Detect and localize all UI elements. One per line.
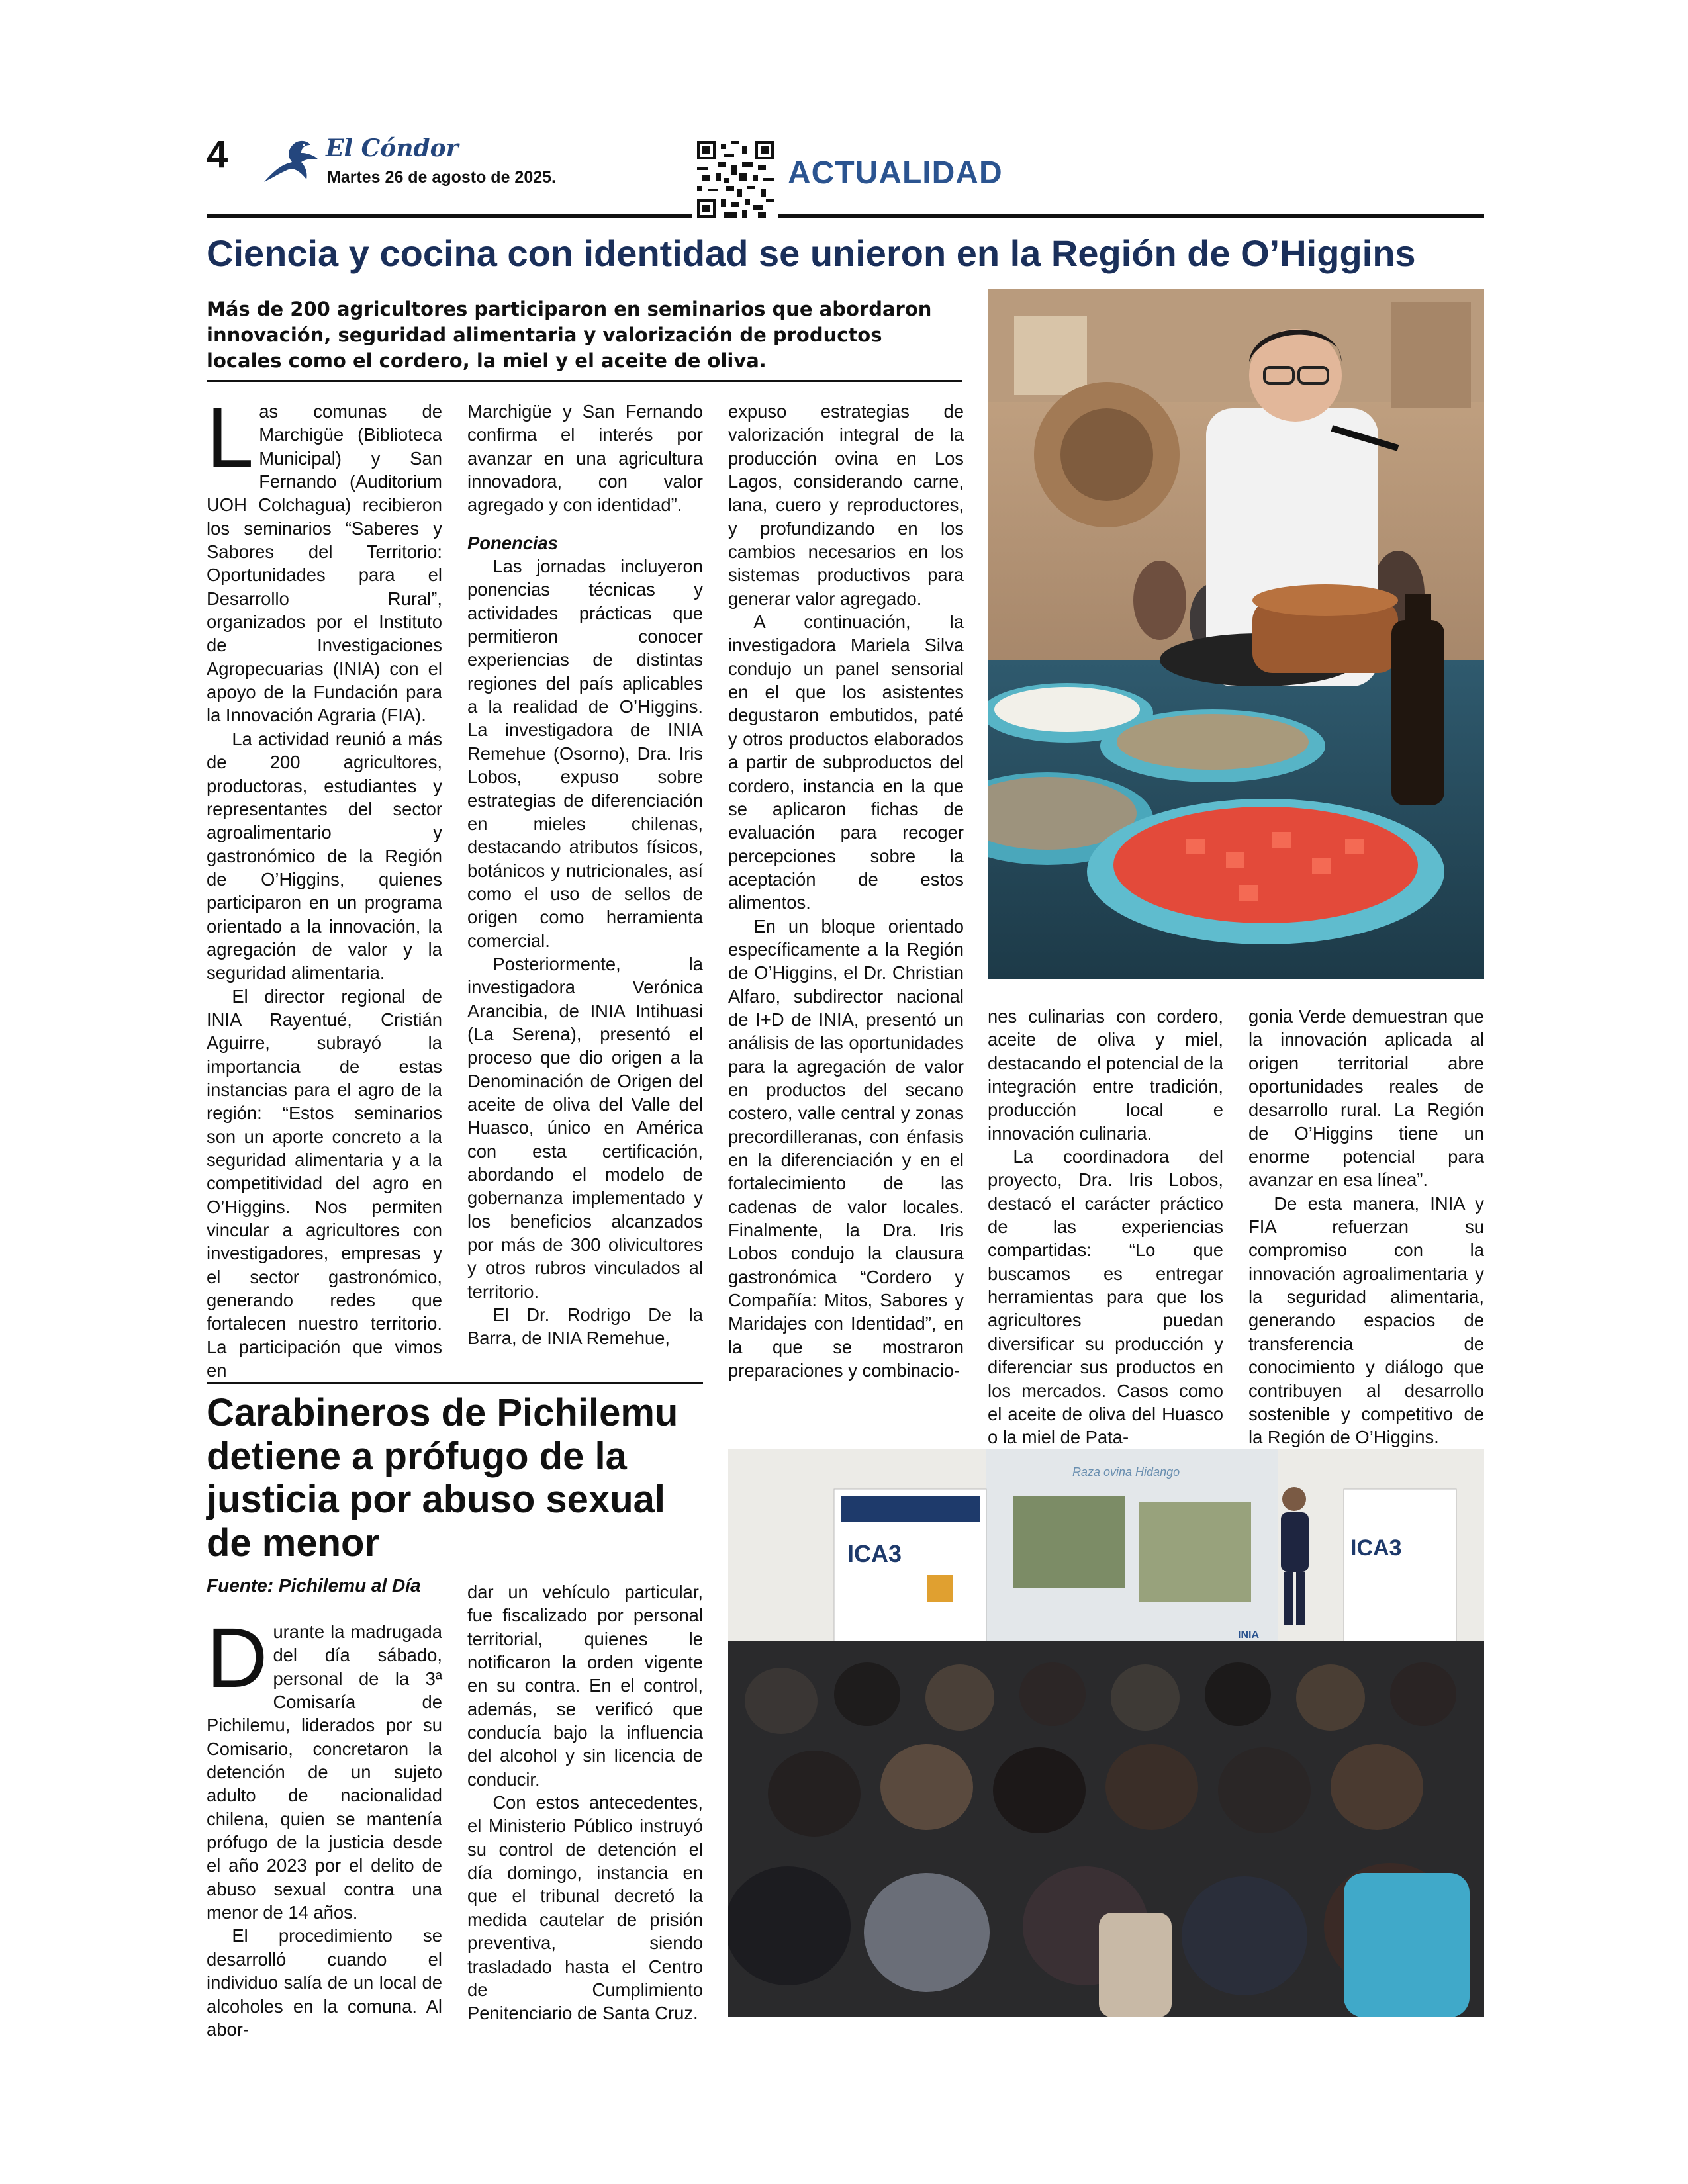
article-column-5 (1248, 1005, 1484, 1449)
issue-date: Martes 26 de agosto de 2025. (327, 168, 556, 187)
seminar-audience-photo (728, 1449, 1484, 2017)
paragraph: El procedimiento se desarrolló cuando el individuo salía de un local de alcoholes en la comuna. Al abor- (207, 1925, 442, 2040)
article-headline: Ciencia y cocina con identidad se unieron en la Región de O’Higgins (207, 232, 1416, 274)
paragraph: El Dr. Rodrigo De la Barra, de INIA Remehue, (467, 1304, 703, 1349)
header-rule (207, 214, 692, 218)
article-column-2 (467, 400, 703, 1350)
article-column-3 (728, 400, 964, 1382)
article-column-4 (988, 1005, 1223, 1449)
section-label: ACTUALIDAD (788, 156, 1003, 191)
paragraph: Las comunas de Marchigüe (Biblioteca Municipal) y San Fernando (Auditorium UOH Colchagua) recibieron los seminarios “Saberes y Sabores del Territorio: Oportunidades para el Desarrollo Rural”, organizados por el Instituto de Investigaciones Agropecuarias (INIA) con el apoyo de la Fundación para la Innovación Agraria (FIA). (207, 390, 442, 726)
subheading: Ponencias (467, 532, 559, 553)
paragraph: El director regional de INIA Rayentué, Cristián Aguirre, subrayó la importancia de estas instancias para el agro de la región: “Estos seminarios son un aporte concreto a la seguridad alimentaria y a la competitividad del agro en O’Higgins. Nos permiten vincular a agricultores con investigadores, empresas y el sector gastronómico, generando redes que fortalecen nuestro territorio. La participación que vimos en (207, 985, 442, 1381)
condor-logo-icon (261, 136, 321, 189)
paragraph: De esta manera, INIA y FIA refuerzan su compromiso con la innovación agroalimentaria y la seguridad alimentaria, generando espacios de transferencia de conocimiento y diálogo que contribuyen al desarrollo sostenible y competitivo de la Región de O’Higgins. (1248, 1193, 1484, 1448)
paragraph: A continuación, la investigadora Mariela Silva condujo un panel sensorial en el que los asistentes degustaron embutidos, paté y otros productos elaborados a partir de subproductos del cordero, instancia en la que se aplicaron fichas de evaluación para recoger percepciones sobre la aceptación de estos alimentos. (728, 612, 964, 913)
paragraph: Durante la madrugada del día sábado, personal de la 3ª Comisaría de Pichilemu, liderados por su Comisario, concretaron la detención de un sujeto adulto de nacionalidad chilena, quien se mantenía prófugo de la justicia desde el año 2023 por el delito de abuso sexual contra una menor de 14 años. (207, 1611, 442, 1923)
paragraph: Posteriormente, la investigadora Verónica Arancibia, de INIA Intihuasi (La Serena), presentó el proceso que dio origen a la Denominación de Origen del aceite de oliva del Valle del Huasco, único en América con esta certificación, abordando el modelo de gobernanza implementado y los beneficios alcanzados por más de 300 olivicultores y otros rubros vinculados al territorio. (467, 953, 703, 1302)
deck-rule (207, 380, 962, 382)
paragraph: Marchigüe y San Fernando confirma el interés por avanzar en una agricultura innovadora, con valor agregado y con identidad”. (467, 401, 703, 516)
drop-cap: L (207, 390, 254, 485)
paragraph: La actividad reunió a más de 200 agricultores, productoras, estudiantes y representantes del sector agroalimentario y gastronómico de la Región de O’Higgins, quienes participaron en un programa orientado a la innovación, la agregación de valor y la seguridad alimentaria. (207, 728, 442, 983)
screen-title: Raza ovina Hidango (1072, 1465, 1180, 1479)
article-column-1 (207, 390, 442, 1382)
paragraph: nes culinarias con cordero, aceite de oliva y miel, destacando el potencial de la integración entre tradición, producción local e innovación culinaria. (988, 1006, 1223, 1144)
chef-cooking-photo (988, 289, 1484, 979)
paragraph: En un bloque orientado específicamente a la Región de O’Higgins, el Dr. Christian Alfaro, subdirector nacional de I+D de INIA, presentó un análisis de las oportunidades para la agregación de valor en productos del secano costero, valle central y zonas precordilleranas, con énfasis en la diferenciación y en el fortalecimiento de las cadenas de valor locales. Finalmente, la Dra. Iris Lobos condujo la clausura gastronómica “Cordero y Compañía: Mitos, Sabores y Maridajes con Identidad”, en la que se mostraron preparaciones y combinacio- (728, 915, 964, 1381)
page-number: 4 (207, 133, 228, 176)
article-column-2 (467, 1580, 703, 2025)
paragraph: La coordinadora del proyecto, Dra. Iris Lobos, destacó el carácter práctico de las experiencias compartidas: “Lo que buscamos es entregar herramientas para que los agricultores puedan diversificar su producción y diferenciar sus productos en los mercados. Casos como el aceite de oliva del Huasco o la miel de Pata- (988, 1146, 1223, 1448)
article-divider (207, 1382, 703, 1384)
paragraph: dar un vehículo particular, fue fiscalizado por personal territorial, quienes le notificaron la orden vigente en su contra. En el control, además, se verificó que conducía bajo la influencia del alcohol y sin licencia de conducir. (467, 1582, 703, 1790)
article-source: Fuente: Pichilemu al Día (207, 1575, 421, 1596)
banner-right-text: ICA3 (1350, 1535, 1402, 1561)
banner-left-text: ICA3 (847, 1540, 902, 1567)
header-rule (778, 214, 1484, 218)
article-column-1 (207, 1611, 442, 2041)
paragraph: Las jornadas incluyeron ponencias técnicas y actividades prácticas que permitieron conocer experiencias de distintas regiones del país aplicables a la realidad de O’Higgins. La investigadora de INIA Remehue (Osorno), Dra. Iris Lobos, expuso sobre estrategias de diferenciación en mieles chilenas, destacando atributos físicos, botánicos y nutricionales, así como el uso de sellos de origen como herramienta comercial. (467, 556, 703, 951)
paragraph: expuso estrategias de valorización integral de la producción ovina en Los Lagos, considerando carne, lana, cuero y reproductores, y profundizando en los cambios necesarios en los sistemas productivos para generar valor agregado. (728, 401, 964, 609)
masthead-title: El Cóndor (326, 134, 459, 162)
drop-cap: D (207, 1611, 268, 1706)
article-headline: Carabineros de Pichilemu detiene a prófugo de la justicia por abuso sexual de menor (207, 1391, 679, 1565)
paragraph: Con estos antecedentes, el Ministerio Público instruyó su control de detención el día domingo, instancia en que el tribunal decretó la medida cautelar de prisión preventiva, siendo trasladado hasta el Centro de Cumplimiento Penitenciario de Santa Cruz. (467, 1792, 703, 2024)
article-deck: Más de 200 agricultores participaron en seminarios que abordaron innovación, seguridad alimentaria y valorización de productos locales como el cordero, la miel y el aceite de oliva. (207, 298, 932, 373)
qr-code-icon (697, 141, 774, 218)
paragraph: gonia Verde demuestran que la innovación aplicada al origen territorial abre oportunidades reales de desarrollo rural. La Región de O’Higgins tiene un enorme potencial para avanzar en esa línea”. (1248, 1006, 1484, 1191)
screen-logo: INIA (1238, 1629, 1259, 1641)
